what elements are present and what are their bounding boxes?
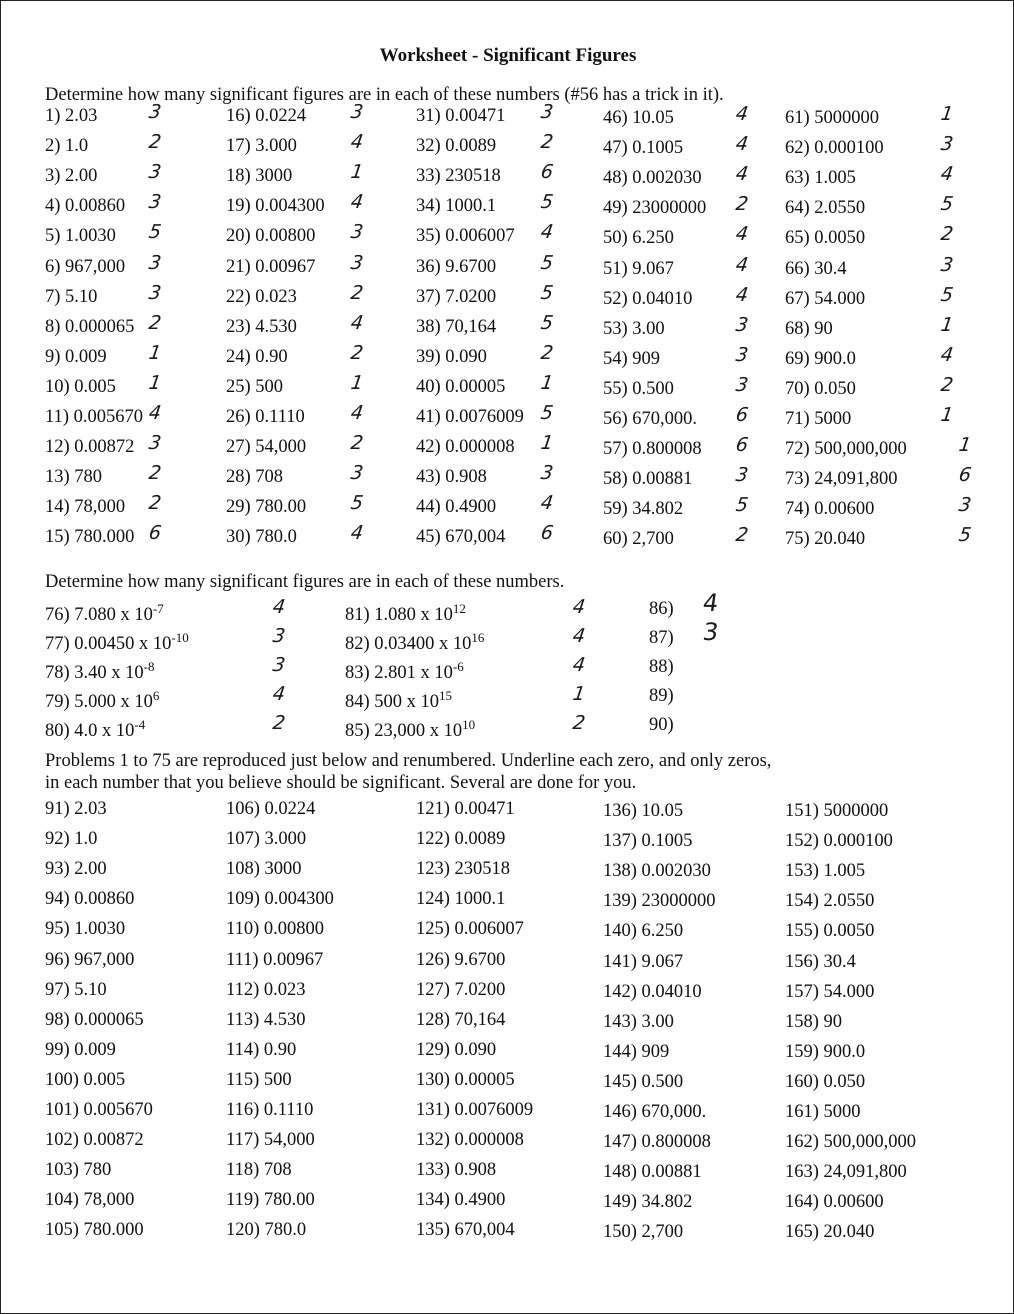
underline-problem: 99) 0.009 bbox=[45, 1039, 116, 1060]
underline-problem: 130) 0.00005 bbox=[416, 1069, 515, 1090]
underline-problem: 140) 6.250 bbox=[603, 921, 684, 942]
problem-item: 8) 0.000065 bbox=[45, 316, 135, 337]
handwritten-answer: 4 bbox=[734, 133, 750, 156]
underline-problem: 149) 34.802 bbox=[603, 1192, 693, 1213]
handwritten-answer: 2 bbox=[939, 223, 955, 246]
problem-item: 57) 0.800008 bbox=[603, 439, 702, 460]
handwritten-answer: 1 bbox=[539, 371, 555, 394]
mantissa: 85) 23,000 x 10 bbox=[345, 721, 463, 742]
handwritten-answer: 2 bbox=[349, 341, 365, 364]
problem-item: 49) 23000000 bbox=[603, 198, 707, 219]
handwritten-answer: 2 bbox=[349, 281, 365, 304]
handwritten-answer: 2 bbox=[939, 373, 955, 396]
problem-item: 34) 1000.1 bbox=[416, 196, 497, 217]
handwritten-answer: 1 bbox=[539, 432, 555, 455]
handwritten-answer: 5 bbox=[539, 191, 555, 214]
underline-problem: 93) 2.00 bbox=[45, 859, 107, 880]
handwritten-answer: 4 bbox=[734, 283, 750, 306]
handwritten-answer: 6 bbox=[957, 464, 973, 487]
underline-problem: 143) 3.00 bbox=[603, 1011, 674, 1032]
problem-item: 46) 10.05 bbox=[603, 108, 674, 128]
problem-item: 33) 230518 bbox=[416, 166, 501, 187]
problem-item: 69) 900.0 bbox=[785, 348, 856, 369]
handwritten-answer: 1 bbox=[939, 313, 955, 336]
underline-problem: 152) 0.000100 bbox=[785, 831, 893, 852]
handwritten-answer: 2 bbox=[734, 193, 750, 216]
handwritten-answer: 2 bbox=[734, 524, 750, 547]
problem-item: 27) 54,000 bbox=[226, 437, 307, 458]
underline-problem: 138) 0.002030 bbox=[603, 861, 711, 882]
problem-item: 58) 0.00881 bbox=[603, 469, 693, 490]
problem-item: 1) 2.03 bbox=[45, 106, 98, 126]
underline-problem: 121) 0.00471 bbox=[416, 799, 515, 819]
mantissa: 80) 4.0 x 10 bbox=[45, 721, 135, 742]
underline-problem: 139) 23000000 bbox=[603, 891, 716, 912]
problem-item: 72) 500,000,000 bbox=[785, 439, 907, 460]
problem-item: 25) 500 bbox=[226, 376, 284, 397]
handwritten-answer: 3 bbox=[701, 618, 721, 646]
underline-problem: 141) 9.067 bbox=[603, 951, 684, 972]
handwritten-answer: 2 bbox=[271, 712, 287, 734]
blank-problem: 88) bbox=[649, 657, 674, 677]
section3-instructions-line2: in each number that you believe should be significant. Several are done for you. bbox=[45, 773, 637, 793]
underline-problem: 131) 0.0076009 bbox=[416, 1100, 534, 1120]
handwritten-answer: 3 bbox=[957, 494, 973, 517]
underline-problem: 129) 0.090 bbox=[416, 1039, 497, 1060]
underline-problem: 156) 30.4 bbox=[785, 951, 856, 972]
underline-problem: 94) 0.00860 bbox=[45, 889, 135, 910]
underline-problem: 135) 670,004 bbox=[416, 1220, 515, 1241]
blank-problem: 90) bbox=[649, 715, 674, 735]
exponent: -4 bbox=[134, 717, 146, 732]
mantissa: 77) 0.00450 x 10 bbox=[45, 634, 172, 655]
problem-item: 35) 0.006007 bbox=[416, 226, 515, 247]
problem-item: 19) 0.004300 bbox=[226, 196, 325, 217]
problem-item: 73) 24,091,800 bbox=[785, 469, 898, 490]
problem-item: 50) 6.250 bbox=[603, 228, 674, 249]
underline-problem: 120) 780.0 bbox=[226, 1220, 307, 1241]
handwritten-answer: 4 bbox=[271, 683, 287, 705]
handwritten-answer: 4 bbox=[939, 343, 955, 366]
underline-problem: 128) 70,164 bbox=[416, 1009, 506, 1030]
problem-item: 45) 670,004 bbox=[416, 527, 506, 548]
problem-item: 66) 30.4 bbox=[785, 258, 847, 279]
underline-problem: 134) 0.4900 bbox=[416, 1190, 506, 1211]
underline-problem: 122) 0.0089 bbox=[416, 829, 506, 850]
underline-problem: 114) 0.90 bbox=[226, 1039, 297, 1060]
section2-instructions: Determine how many significant figures are in each of these numbers. bbox=[45, 572, 565, 592]
exponent: -7 bbox=[152, 601, 164, 616]
handwritten-answer: 4 bbox=[701, 589, 721, 617]
handwritten-answer: 4 bbox=[734, 103, 750, 125]
problem-item: 61) 5000000 bbox=[785, 108, 880, 128]
underline-problem: 145) 0.500 bbox=[603, 1071, 684, 1092]
problem-item: 18) 3000 bbox=[226, 166, 293, 187]
exponent: 10 bbox=[462, 717, 476, 732]
problem-item: 41) 0.0076009 bbox=[416, 407, 524, 427]
problem-item: 43) 0.908 bbox=[416, 467, 487, 488]
sci-problem-item bbox=[345, 598, 466, 626]
handwritten-answer: 4 bbox=[349, 311, 365, 334]
underline-problem: 95) 1.0030 bbox=[45, 919, 126, 940]
handwritten-answer: 6 bbox=[147, 522, 163, 545]
underline-problem: 160) 0.050 bbox=[785, 1071, 866, 1092]
handwritten-answer: 3 bbox=[147, 432, 163, 455]
handwritten-answer: 2 bbox=[349, 432, 365, 455]
problem-item: 74) 0.00600 bbox=[785, 499, 875, 520]
underline-problem: 105) 780.000 bbox=[45, 1220, 144, 1241]
handwritten-answer: 4 bbox=[349, 191, 365, 214]
handwritten-answer: 5 bbox=[957, 524, 973, 547]
problem-item: 4) 0.00860 bbox=[45, 196, 126, 217]
handwritten-answer: 4 bbox=[271, 596, 287, 618]
handwritten-answer: 2 bbox=[539, 131, 555, 154]
handwritten-answer: 5 bbox=[539, 311, 555, 334]
exponent: -8 bbox=[143, 659, 155, 674]
underline-problem: 92) 1.0 bbox=[45, 829, 98, 850]
mantissa: 79) 5.000 x 10 bbox=[45, 692, 153, 713]
underline-problem: 112) 0.023 bbox=[226, 979, 306, 1000]
handwritten-answer: 2 bbox=[147, 492, 163, 515]
problem-item: 68) 90 bbox=[785, 318, 833, 339]
handwritten-answer: 1 bbox=[939, 404, 955, 426]
problem-item: 53) 3.00 bbox=[603, 318, 665, 339]
handwritten-answer: 3 bbox=[734, 464, 750, 487]
handwritten-answer: 6 bbox=[734, 404, 750, 426]
handwritten-answer: 2 bbox=[147, 131, 163, 154]
handwritten-answer: 4 bbox=[734, 223, 750, 246]
handwritten-answer: 4 bbox=[539, 221, 555, 244]
problem-item: 55) 0.500 bbox=[603, 378, 674, 399]
underline-problem: 137) 0.1005 bbox=[603, 831, 693, 852]
problem-item: 16) 0.0224 bbox=[226, 106, 307, 126]
sci-problem-item bbox=[45, 685, 159, 713]
problem-item: 15) 780.000 bbox=[45, 527, 135, 548]
underline-problem: 153) 1.005 bbox=[785, 861, 866, 882]
handwritten-answer: 1 bbox=[939, 103, 955, 125]
exponent: 15 bbox=[439, 688, 453, 703]
underline-problem: 165) 20.040 bbox=[785, 1222, 875, 1243]
problem-item: 22) 0.023 bbox=[226, 286, 297, 307]
handwritten-answer: 5 bbox=[349, 492, 365, 515]
underline-problem: 97) 5.10 bbox=[45, 979, 107, 1000]
handwritten-answer: 3 bbox=[349, 101, 365, 123]
problem-item: 70) 0.050 bbox=[785, 378, 856, 399]
handwritten-answer: 4 bbox=[571, 654, 587, 676]
underline-problem: 104) 78,000 bbox=[45, 1190, 135, 1211]
problem-item: 23) 4.530 bbox=[226, 316, 297, 337]
problem-item: 31) 0.00471 bbox=[416, 106, 506, 126]
underline-problem: 126) 9.6700 bbox=[416, 949, 506, 970]
handwritten-answer: 3 bbox=[939, 133, 955, 156]
handwritten-answer: 3 bbox=[734, 373, 750, 396]
underline-problem: 164) 0.00600 bbox=[785, 1192, 884, 1213]
exponent: 12 bbox=[452, 601, 466, 616]
exponent: 6 bbox=[152, 688, 160, 703]
underline-problem: 119) 780.00 bbox=[226, 1190, 315, 1211]
handwritten-answer: 3 bbox=[539, 101, 555, 123]
underline-problem: 106) 0.0224 bbox=[226, 799, 316, 819]
sci-problem-item bbox=[345, 685, 452, 713]
problem-item: 36) 9.6700 bbox=[416, 256, 497, 277]
exponent: -10 bbox=[171, 630, 189, 645]
handwritten-answer: 2 bbox=[147, 462, 163, 485]
page-title: Worksheet - Significant Figures bbox=[379, 45, 637, 66]
problem-item: 10) 0.005 bbox=[45, 376, 116, 397]
handwritten-answer: 4 bbox=[349, 402, 365, 424]
underline-problem: 116) 0.1110 bbox=[226, 1100, 314, 1120]
problem-item: 14) 78,000 bbox=[45, 497, 126, 518]
problem-item: 48) 0.002030 bbox=[603, 168, 702, 189]
problem-item: 2) 1.0 bbox=[45, 136, 89, 157]
underline-problem: 147) 0.800008 bbox=[603, 1132, 711, 1153]
mantissa: 82) 0.03400 x 10 bbox=[345, 634, 472, 655]
handwritten-answer: 5 bbox=[734, 494, 750, 517]
handwritten-answer: 3 bbox=[147, 251, 163, 274]
mantissa: 83) 2.801 x 10 bbox=[345, 663, 453, 684]
underline-problem: 123) 230518 bbox=[416, 859, 511, 880]
problem-item: 67) 54.000 bbox=[785, 288, 866, 309]
underline-problem: 96) 967,000 bbox=[45, 949, 135, 970]
sci-problem-item bbox=[345, 656, 464, 684]
underline-problem: 144) 909 bbox=[603, 1041, 670, 1062]
problem-item: 71) 5000 bbox=[785, 409, 852, 429]
underline-problem: 146) 670,000. bbox=[603, 1102, 707, 1122]
handwritten-answer: 4 bbox=[147, 402, 163, 424]
problem-item: 75) 20.040 bbox=[785, 529, 866, 550]
handwritten-answer: 3 bbox=[734, 313, 750, 336]
handwritten-answer: 3 bbox=[147, 281, 163, 304]
underline-problem: 133) 0.908 bbox=[416, 1160, 497, 1181]
handwritten-answer: 5 bbox=[539, 251, 555, 274]
underline-problem: 102) 0.00872 bbox=[45, 1130, 144, 1151]
problem-item: 29) 780.00 bbox=[226, 497, 307, 518]
handwritten-answer: 4 bbox=[734, 163, 750, 186]
problem-item: 24) 0.90 bbox=[226, 346, 288, 367]
underline-problem: 117) 54,000 bbox=[226, 1130, 315, 1151]
problem-item: 3) 2.00 bbox=[45, 166, 98, 187]
problem-item: 5) 1.0030 bbox=[45, 226, 116, 247]
handwritten-answer: 4 bbox=[349, 522, 365, 545]
handwritten-answer: 5 bbox=[939, 283, 955, 306]
problem-item: 42) 0.000008 bbox=[416, 437, 515, 458]
mantissa: 84) 500 x 10 bbox=[345, 692, 440, 713]
problem-item: 28) 708 bbox=[226, 467, 284, 488]
handwritten-answer: 3 bbox=[271, 654, 287, 676]
underline-problem: 91) 2.03 bbox=[45, 799, 107, 819]
problem-item: 20) 0.00800 bbox=[226, 226, 316, 247]
problem-item: 26) 0.1110 bbox=[226, 407, 305, 427]
handwritten-answer: 4 bbox=[939, 163, 955, 186]
handwritten-answer: 5 bbox=[539, 402, 555, 424]
underline-problem: 118) 708 bbox=[226, 1160, 292, 1181]
sci-problem-item bbox=[45, 598, 164, 626]
handwritten-answer: 4 bbox=[734, 253, 750, 276]
underline-problem: 148) 0.00881 bbox=[603, 1162, 702, 1183]
problem-item: 59) 34.802 bbox=[603, 499, 684, 520]
blank-problem: 87) bbox=[649, 628, 674, 648]
underline-problem: 115) 500 bbox=[226, 1069, 292, 1090]
handwritten-answer: 4 bbox=[571, 596, 587, 618]
sci-problem-item bbox=[345, 714, 475, 742]
handwritten-answer: 3 bbox=[349, 221, 365, 244]
underline-problem: 154) 2.0550 bbox=[785, 891, 875, 912]
handwritten-answer: 5 bbox=[539, 281, 555, 304]
handwritten-answer: 1 bbox=[147, 341, 163, 364]
underline-problem: 155) 0.0050 bbox=[785, 921, 875, 942]
underline-problem: 162) 500,000,000 bbox=[785, 1132, 917, 1153]
handwritten-answer: 3 bbox=[147, 161, 163, 184]
problem-item: 17) 3.000 bbox=[226, 136, 297, 157]
problem-item: 63) 1.005 bbox=[785, 168, 856, 189]
blank-problem: 89) bbox=[649, 686, 674, 706]
problem-item: 12) 0.00872 bbox=[45, 437, 135, 458]
problem-item: 6) 967,000 bbox=[45, 256, 126, 277]
underline-problem: 127) 7.0200 bbox=[416, 979, 506, 1000]
handwritten-answer: 1 bbox=[957, 434, 973, 457]
problem-item: 62) 0.000100 bbox=[785, 138, 884, 159]
underline-problem: 125) 0.006007 bbox=[416, 919, 524, 940]
underline-problem: 107) 3.000 bbox=[226, 829, 307, 850]
problem-item: 38) 70,164 bbox=[416, 316, 497, 337]
underline-problem: 101) 0.005670 bbox=[45, 1100, 153, 1120]
underline-problem: 132) 0.000008 bbox=[416, 1130, 524, 1151]
underline-problem: 98) 0.000065 bbox=[45, 1009, 144, 1030]
problem-item: 44) 0.4900 bbox=[416, 497, 497, 518]
section1-instructions: Determine how many significant figures are in each of these numbers (#56 has a trick in it). bbox=[45, 85, 724, 105]
problem-item: 13) 780 bbox=[45, 467, 103, 488]
handwritten-answer: 2 bbox=[571, 712, 587, 734]
underline-problem: 109) 0.004300 bbox=[226, 889, 334, 910]
handwritten-answer: 6 bbox=[734, 434, 750, 457]
mantissa: 76) 7.080 x 10 bbox=[45, 605, 153, 626]
underline-problem: 136) 10.05 bbox=[603, 801, 684, 821]
handwritten-answer: 3 bbox=[349, 251, 365, 274]
problem-item: 21) 0.00967 bbox=[226, 256, 316, 277]
underline-problem: 163) 24,091,800 bbox=[785, 1162, 907, 1183]
handwritten-answer: 3 bbox=[734, 343, 750, 366]
handwritten-answer: 2 bbox=[147, 311, 163, 334]
problem-item: 51) 9.067 bbox=[603, 258, 674, 279]
mantissa: 81) 1.080 x 10 bbox=[345, 605, 453, 626]
underline-problem: 111) 0.00967 bbox=[226, 949, 324, 970]
problem-item: 7) 5.10 bbox=[45, 286, 98, 307]
underline-problem: 124) 1000.1 bbox=[416, 889, 506, 910]
sci-problem-item bbox=[45, 714, 145, 742]
problem-item: 56) 670,000. bbox=[603, 409, 698, 429]
handwritten-answer: 1 bbox=[571, 683, 587, 705]
handwritten-answer: 5 bbox=[939, 193, 955, 216]
underline-problem: 108) 3000 bbox=[226, 859, 302, 880]
handwritten-answer: 3 bbox=[349, 462, 365, 485]
underline-problem: 150) 2,700 bbox=[603, 1222, 684, 1243]
problem-item: 47) 0.1005 bbox=[603, 138, 684, 159]
handwritten-answer: 6 bbox=[539, 161, 555, 184]
handwritten-answer: 2 bbox=[539, 341, 555, 364]
underline-problem: 157) 54.000 bbox=[785, 981, 875, 1002]
handwritten-answer: 3 bbox=[147, 191, 163, 214]
handwritten-answer: 3 bbox=[539, 462, 555, 485]
problem-item: 9) 0.009 bbox=[45, 346, 107, 367]
problem-item: 30) 780.0 bbox=[226, 527, 297, 548]
sci-problem-item bbox=[45, 656, 155, 684]
problem-item: 52) 0.04010 bbox=[603, 288, 693, 309]
problem-item: 40) 0.00005 bbox=[416, 376, 506, 397]
underline-problem: 113) 4.530 bbox=[226, 1009, 306, 1030]
sci-problem-item bbox=[45, 627, 189, 655]
underline-problem: 159) 900.0 bbox=[785, 1041, 866, 1062]
handwritten-answer: 4 bbox=[349, 131, 365, 154]
blank-problem: 86) bbox=[649, 599, 674, 619]
problem-item: 64) 2.0550 bbox=[785, 198, 866, 219]
underline-problem: 158) 90 bbox=[785, 1011, 843, 1032]
underline-problem: 103) 780 bbox=[45, 1160, 112, 1181]
handwritten-answer: 5 bbox=[147, 221, 163, 244]
underline-problem: 142) 0.04010 bbox=[603, 981, 702, 1002]
problem-item: 37) 7.0200 bbox=[416, 286, 497, 307]
underline-problem: 100) 0.005 bbox=[45, 1069, 126, 1090]
handwritten-answer: 3 bbox=[147, 101, 163, 123]
handwritten-answer: 4 bbox=[539, 492, 555, 515]
problem-item: 65) 0.0050 bbox=[785, 228, 866, 249]
problem-item: 39) 0.090 bbox=[416, 346, 487, 367]
exponent: 16 bbox=[471, 630, 485, 645]
section3-instructions-line1: Problems 1 to 75 are reproduced just below and renumbered. Underline each zero, and only zeros, bbox=[45, 751, 772, 771]
handwritten-answer: 1 bbox=[349, 161, 365, 184]
problem-item: 60) 2,700 bbox=[603, 529, 674, 550]
problem-item: 54) 909 bbox=[603, 348, 661, 369]
sci-problem-item bbox=[345, 627, 484, 655]
problem-item: 11) 0.005670 bbox=[45, 407, 143, 427]
handwritten-answer: 1 bbox=[349, 371, 365, 394]
handwritten-answer: 3 bbox=[271, 625, 287, 647]
handwritten-answer: 6 bbox=[539, 522, 555, 545]
underline-problem: 110) 0.00800 bbox=[226, 919, 324, 940]
exponent: -6 bbox=[452, 659, 464, 674]
underline-problem: 151) 5000000 bbox=[785, 801, 889, 821]
handwritten-answer: 1 bbox=[147, 371, 163, 394]
problem-item: 32) 0.0089 bbox=[416, 136, 497, 157]
handwritten-answer: 3 bbox=[939, 253, 955, 276]
mantissa: 78) 3.40 x 10 bbox=[45, 663, 144, 684]
handwritten-answer: 4 bbox=[571, 625, 587, 647]
underline-problem: 161) 5000 bbox=[785, 1102, 861, 1122]
